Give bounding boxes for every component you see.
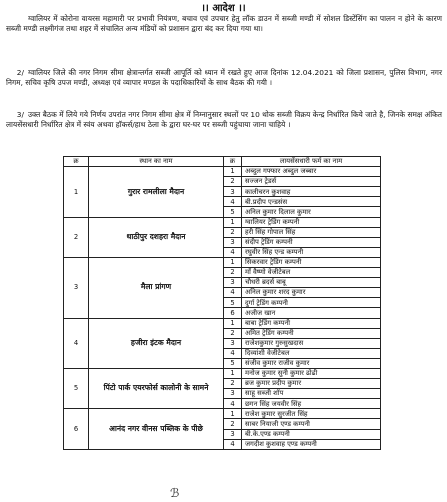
firm-name: संदीप ट्रेडिंग कम्पनी [242,237,381,247]
paragraph-2 [6,68,442,87]
firm-number: 4 [224,288,242,298]
table-header-row [64,157,381,167]
firm-number: 1 [224,167,242,177]
location-number: 3 [64,257,89,318]
firm-number: 4 [224,247,242,257]
firm-name: दिव्यांशी वेजीटेबल [242,348,381,358]
signature-mark: ℬ [170,486,180,500]
firm-name: माँ वैष्णो वेजीटेबल [242,268,381,278]
location-name: पिंटो पार्क एयरफोर्स कालोनी के सामने [89,368,224,408]
firm-name: संजीव कुमार राजीव कुमार [242,358,381,368]
paragraph-1 [6,14,442,33]
firm-name: अमित ट्रेडिंग कम्पनी [242,328,381,338]
firm-name: अनिल कुमार दिलाल कुमार [242,207,381,217]
firm-name: बी.प्रदीप एन्डसंस [242,197,381,207]
firm-name: राजेशकुमार गुरुसुखदास [242,338,381,348]
table-row [64,409,381,419]
location-number: 6 [64,409,89,449]
firm-name: चौधरी ब्रदर्स बाबू [242,278,381,288]
header-sub-serial: क्र [224,157,242,167]
firm-name: अनिल कुमार शरद कुमार [242,288,381,298]
firm-name: बाबा ट्रेडिंग कम्पनी [242,318,381,328]
firm-number: 1 [224,257,242,267]
document-title: ।। आदेश ।। [201,3,246,14]
firm-name: कालीचरन कुशवाह [242,187,381,197]
firm-name: ब्रज कुमार प्रदीप कुमार [242,379,381,389]
firm-name: हरी सिंह गोपाल सिंह [242,227,381,237]
header-firm: लायसेंसधारी फर्म का नाम [242,157,381,167]
firm-number: 3 [224,278,242,288]
table-row [64,167,381,177]
firm-name: जगदीश कुशवाह एण्ड कम्पनी [242,439,381,449]
firm-number: 5 [224,298,242,308]
firm-name: मनोज कुमार सुनी कुमार ढोढी [242,368,381,378]
firm-name: बी.के.एण्ड कम्पनी [242,429,381,439]
firm-name: ग्वालियर ट्रेडिंग कम्पनी [242,217,381,227]
firm-number: 4 [224,348,242,358]
paragraph-3 [6,110,442,129]
firm-name: दुर्गा ट्रेडिंग कम्पनी [242,298,381,308]
location-name: गुरार रामलीला मैदान [89,167,224,217]
firm-number: 4 [224,399,242,409]
firm-number: 3 [224,187,242,197]
location-number: 5 [64,368,89,408]
firm-number: 3 [224,429,242,439]
location-name: मैला प्रांगण [89,257,224,318]
table-row [64,318,381,328]
paragraph-2-number: 2/ [16,68,24,77]
firm-number: 3 [224,389,242,399]
location-number: 2 [64,217,89,257]
vendor-location-table [63,156,381,450]
firm-name: सज्जन ट्रेडर्स [242,177,381,187]
header-serial: क्र [64,157,89,167]
location-name: आनंद नगर वीनस पब्लिक के पीछे [89,409,224,449]
table-row [64,257,381,267]
firm-number: 2 [224,268,242,278]
location-name: हजीरा इंटक मैदान [89,318,224,368]
table-row [64,217,381,227]
firm-name: सिकरवार ट्रेडिंग कम्पनी [242,257,381,267]
firm-name: अब्दुल गफ्फार अब्दुल जब्बार [242,167,381,177]
location-number: 4 [64,318,89,368]
paragraph-3-number: 3/ [16,110,24,119]
firm-number: 1 [224,409,242,419]
firm-name: रघुवीर सिंह एन्ड कम्पनी [242,247,381,257]
header-place: स्थान का नाम [89,157,224,167]
firm-number: 5 [224,358,242,368]
location-name: थाठीपुर दशहरा मैदान [89,217,224,257]
firm-number: 5 [224,207,242,217]
firm-name: राजेश कुमार सुरजीत सिंह [242,409,381,419]
firm-number: 1 [224,368,242,378]
table-row [64,368,381,378]
location-number: 1 [64,167,89,217]
firm-number: 3 [224,237,242,247]
firm-number: 4 [224,439,242,449]
firm-name: साहू सब्जी शॉप [242,389,381,399]
firm-name: छगन सिंह जयवीर सिंह [242,399,381,409]
firm-number: 2 [224,227,242,237]
firm-number: 1 [224,217,242,227]
firm-number: 6 [224,308,242,318]
firm-number: 4 [224,197,242,207]
paragraph-1-text: ग्वालियर में कोरोना वायरस महामारी पर प्रभावी नियंत्रण, बचाव एवं उपचार हेतु लॉक डाउन में सब्जी मण्डी में सोशल डिस्टेंसिंग का पालन न होने के कारण सब्जी मण्डी लक्ष्मीगंज तथा शहर में संचालित अन्य मंडियों को प्रशासन द्वारा बंद कर दिया गया था। [6,14,442,33]
firm-name: साबर नियाजी एण्ड कम्पनी [242,419,381,429]
firm-number: 2 [224,328,242,338]
paragraph-3-text: उक्त बैठक में लिये गये निर्णय उपरांत नगर निगम सीमा क्षेत्र में निम्नानुसार स्थलों पर 10 थोक सब्जी विक्रय केन्द्र निर्धारित किये जाते है, जिनके समक्ष अंकित लायसेंसधारी निर्धारित क्षेत्र में स्वंय अथवा हॉकर्स/हाथ ठेला के द्वारा घर-घर पर सब्जी पहुंचाया जाना चाहिये । [6,110,442,129]
firm-name: अजीज खान [242,308,381,318]
firm-number: 2 [224,177,242,187]
firm-number: 3 [224,338,242,348]
paragraph-2-text: ग्वालियर जिले की नगर निगम सीमा क्षेत्रान्तर्गत सब्जी आपूर्ति को ध्यान में रखते हुए आज दिनांक 12.04.2021 को जिला प्रशासन, पुलिस विभाग, नगर निगम, सचिव कृषि उपज मण्डी, अध्यक्ष एवं व्यापार मण्डल के पदाधिकारियों के साथ बैठक की गयी । [6,68,442,87]
table-body [64,167,381,450]
firm-number: 2 [224,379,242,389]
firm-number: 2 [224,419,242,429]
firm-number: 1 [224,318,242,328]
